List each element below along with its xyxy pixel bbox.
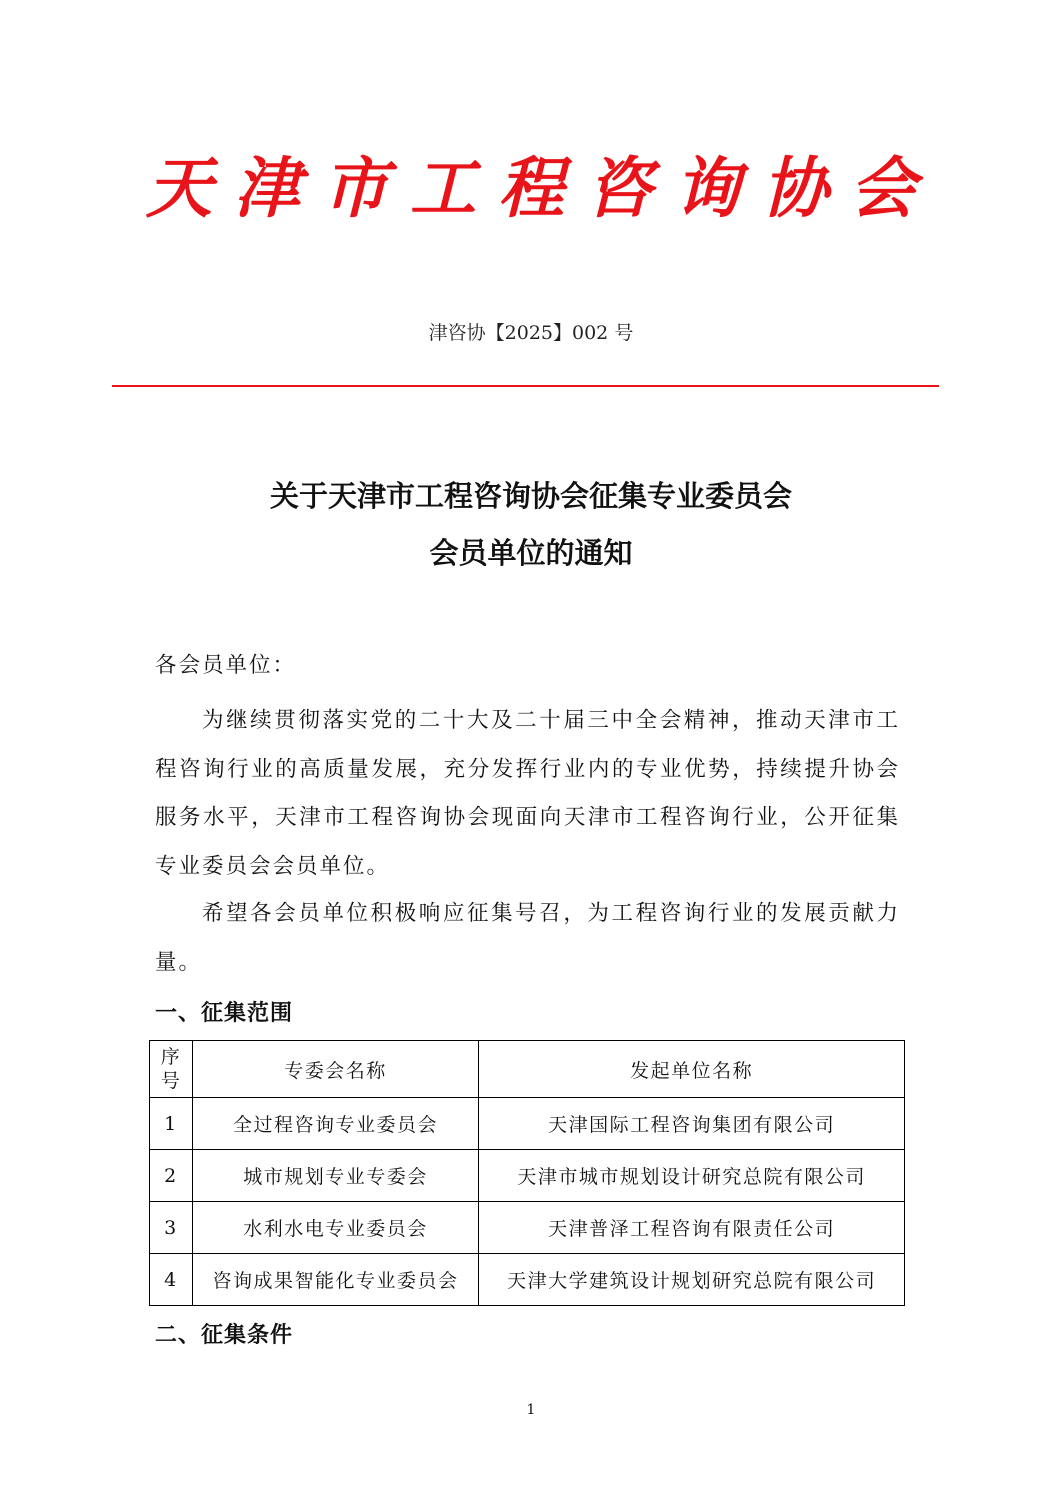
cell-no: 4 — [150, 1254, 193, 1306]
page-number: 1 — [526, 1402, 536, 1418]
table-row — [150, 1150, 905, 1202]
cell-organizer: 天津市城市规划设计研究总院有限公司 — [479, 1150, 905, 1202]
body-paragraph-2: 希望各会员单位积极响应征集号召，为工程咨询行业的发展贡献力量。 — [155, 901, 900, 975]
document-number: 津咨协【2025】002 号 — [428, 322, 634, 344]
table-row — [150, 1202, 905, 1254]
cell-no: 2 — [150, 1150, 193, 1202]
cell-committee: 水利水电专业委员会 — [192, 1202, 478, 1254]
notice-title-line1: 关于天津市工程咨询协会征集专业委员会 — [269, 479, 792, 513]
cell-organizer: 天津国际工程咨询集团有限公司 — [479, 1098, 905, 1150]
cell-committee: 全过程咨询专业委员会 — [192, 1098, 478, 1150]
section-heading-conditions: 二、征集条件 — [155, 1323, 294, 1348]
committee-table — [149, 1040, 905, 1306]
section-heading-scope: 一、征集范围 — [155, 1001, 294, 1026]
header-cell-organizer: 发起单位名称 — [479, 1041, 905, 1098]
cell-committee: 咨询成果智能化专业委员会 — [192, 1254, 478, 1306]
table-row — [150, 1098, 905, 1150]
org-name-heading: 天津市工程咨询协会 — [146, 149, 938, 227]
table-header-row — [150, 1041, 905, 1098]
notice-title-line2: 会员单位的通知 — [429, 536, 633, 570]
cell-organizer: 天津普泽工程咨询有限责任公司 — [479, 1202, 905, 1254]
header-cell-committee: 专委会名称 — [192, 1041, 478, 1098]
header-cell-no: 序号 — [150, 1041, 193, 1098]
body-paragraph-1: 为继续贯彻落实党的二十大及二十届三中全会精神，推动天津市工程咨询行业的高质量发展，充分发挥行业内的专业优势，持续提升协会服务水平，天津市工程咨询协会现面向天津市工程咨询行业，公开征集专业委员会会员单位。 — [155, 708, 900, 879]
greeting: 各会员单位： — [155, 653, 297, 678]
red-divider — [112, 385, 939, 387]
cell-committee: 城市规划专业专委会 — [192, 1150, 478, 1202]
cell-no: 1 — [150, 1098, 193, 1150]
table-row — [150, 1254, 905, 1306]
cell-organizer: 天津大学建筑设计规划研究总院有限公司 — [479, 1254, 905, 1306]
cell-no: 3 — [150, 1202, 193, 1254]
